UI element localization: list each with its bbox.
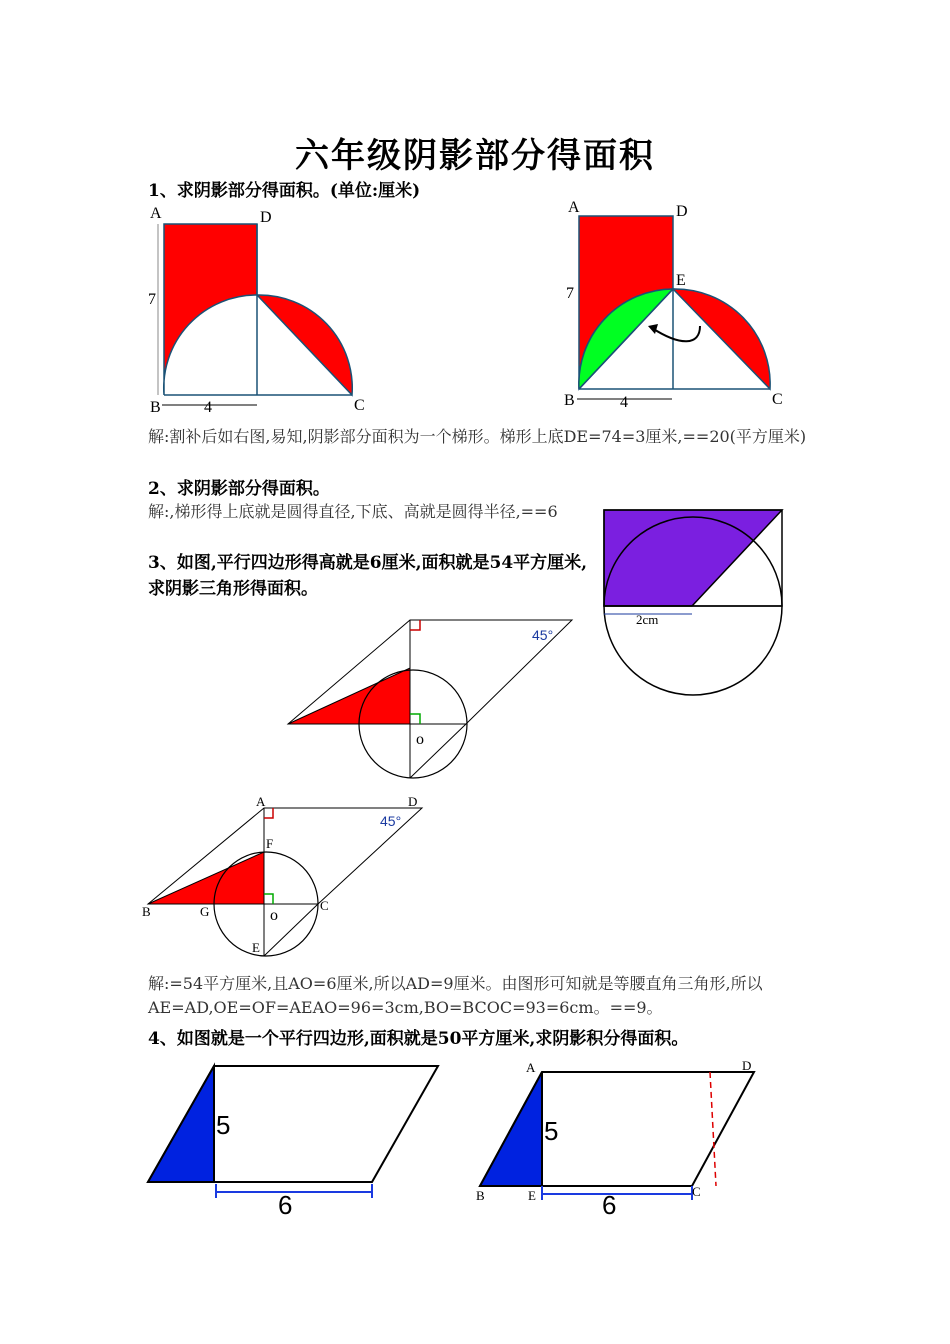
label-A: A: [526, 1060, 536, 1075]
q2-figure: [596, 504, 796, 704]
label-D: D: [260, 209, 272, 226]
shaded-region-right: [673, 289, 770, 389]
label-C: C: [320, 898, 329, 913]
label-four: 4: [204, 399, 212, 416]
label-F: F: [266, 836, 274, 851]
label-four: 4: [620, 394, 628, 411]
shaded-triangle: [480, 1072, 542, 1186]
label-45deg: 45°: [532, 627, 554, 643]
label-six: 6: [278, 1190, 293, 1220]
q1-figure-right: [560, 196, 800, 416]
label-two-cm: 2cm: [636, 612, 659, 627]
label-45deg: 45°: [380, 813, 402, 829]
label-C: C: [772, 391, 783, 408]
q4-heading: 4、如图就是一个平行四边形,面积就是50平方厘米,求阴影积分得面积。: [148, 1029, 689, 1049]
label-C: C: [692, 1184, 701, 1199]
label-E: E: [528, 1188, 536, 1203]
label-G: G: [200, 904, 210, 919]
page-title: 六年级阴影部分得面积: [295, 136, 655, 176]
shaded-region-top: [164, 224, 257, 395]
shaded-trapezoid: [604, 510, 782, 606]
label-O: o: [416, 731, 424, 748]
label-B: B: [476, 1188, 485, 1203]
q3-figure-bottom: [140, 792, 440, 962]
q3-solution: 解:=54平方厘米,且AO=6厘米,所以AD=9厘米。由图形可知就是等腰直角三角形,所以AE=AD,OE=OF=AEAO=96=3cm,BO=BCOC=93=6cm。==9。: [148, 974, 763, 1017]
q2-solution: 解:,梯形得上底就是圆得直径,下底、高就是圆得半径,==6: [148, 502, 558, 521]
q4-figure-left: [140, 1056, 450, 1226]
q2-heading: 2、求阴影部分得面积。: [148, 479, 330, 499]
shaded-triangle: [288, 668, 410, 724]
label-O: o: [270, 907, 278, 924]
label-A: A: [150, 205, 162, 222]
label-A: A: [568, 199, 580, 216]
arrow-icon: [652, 326, 700, 341]
label-D: D: [676, 203, 688, 220]
label-seven: 7: [566, 285, 574, 302]
q4-figure-right: [472, 1058, 772, 1228]
shaded-triangle: [148, 852, 264, 904]
label-B: B: [564, 392, 575, 409]
label-five: 5: [216, 1110, 231, 1140]
label-B: B: [150, 399, 161, 416]
label-five: 5: [544, 1116, 559, 1146]
label-six: 6: [602, 1190, 617, 1220]
label-A: A: [256, 794, 266, 809]
shaded-triangle: [148, 1066, 214, 1182]
q1-figure-left: [140, 200, 380, 420]
label-D: D: [408, 794, 418, 809]
label-B: B: [142, 904, 151, 919]
q1-heading: 1、求阴影部分得面积。(单位:厘米): [148, 181, 421, 201]
label-C: C: [354, 397, 365, 414]
label-D: D: [742, 1058, 752, 1073]
dashed-cut-line: [710, 1072, 716, 1186]
q1-solution: 解:割补后如右图,易知,阴影部分面积为一个梯形。梯形上底DE=74=3厘米,==20(平方厘米): [148, 427, 807, 446]
label-E: E: [252, 940, 260, 955]
q3-figure-top: [280, 614, 580, 784]
q3-heading: 3、如图,平行四边形得高就是6厘米,面积就是54平方厘米,求阴影三角形得面积。: [148, 553, 588, 599]
label-E: E: [676, 272, 686, 289]
shaded-region-right: [257, 295, 352, 395]
label-seven: 7: [148, 291, 156, 308]
